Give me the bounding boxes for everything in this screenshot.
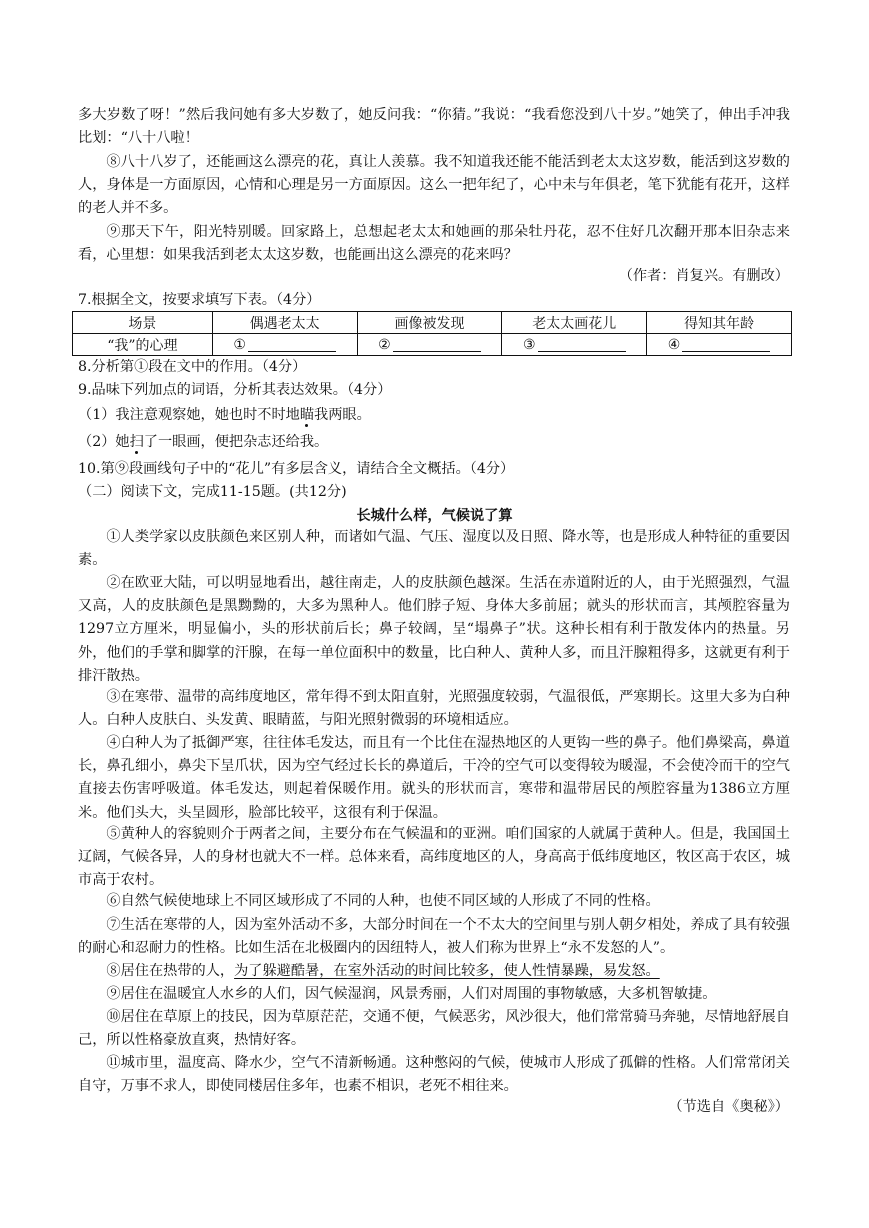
blank-marker: ③: [522, 336, 536, 353]
article-paragraph-6: ⑥自然气候使地球上不同区域形成了不同的人种，也使不同区域的人形成了不同的性格。: [106, 893, 660, 909]
article-paragraph-5: ⑤黄种人的容貌则介于两者之间，主要分布在气候温和的亚洲。咱们国家的人就属于黄种人。但是，我国国土辽阔，气候各异，人的身材也就大不一样。总体来看，高纬度地区的人，身高高于低纬度地区，牧区高于农区，城市高于农村。: [78, 826, 790, 889]
article-paragraph-10: ⑩居住在草原上的技民，因为草原茫茫，交通不便，气候恶劣，风沙很大，他们常常骑马奔驰，尽情地舒展自己，所以性格豪放直爽，热情好客。: [78, 1009, 790, 1049]
question-7: 7.根据全文，按要求填写下表。（4分）: [78, 292, 321, 308]
section-2-heading: （二）阅读下文，完成11-15题。(共12分): [78, 484, 347, 500]
blank-marker: ④: [667, 336, 681, 353]
table-header-cell: 画像被发现: [357, 312, 502, 334]
article-paragraph-3: ③在寒带、温带的高纬度地区，常年得不到太阳直射，光照强度较弱，气温很低，严寒期长。这里大多为白种人。白种人皮肤白、头发黄、眼睛蓝，与阳光照射微弱的环境相适应。: [78, 689, 790, 729]
table-row: [73, 334, 792, 356]
table-header-cell: 得知其年龄: [647, 312, 792, 334]
article-paragraph-7: ⑦生活在寒带的人，因为室外活动不多，大部分时间在一个不太大的空间里与别人朝夕相处，养成了具有较强的耐心和忍耐力的性格。比如生活在北极圈内的因纽特人，被人们称为世界上“永不发怒的人”。: [78, 917, 790, 957]
paragraph-9: ⑨那天下午，阳光特别暖。回家路上，总想起老太太和她画的那朵牡丹花，忍不住好几次翻开那本旧杂志来看，心里想：如果我活到老太太这岁数，也能画出这么漂亮的花来吗？: [78, 224, 790, 264]
source-credit: （节选自《奥秘》）: [668, 1099, 789, 1115]
answer-cell[interactable]: [647, 334, 792, 356]
answer-blank[interactable]: [248, 337, 336, 352]
blank-marker: ②: [378, 336, 391, 353]
dotted-word: 瞄: [299, 407, 315, 423]
answer-blank[interactable]: [682, 337, 770, 352]
question-9-item-1: （1）我注意观察她，她也时不时地瞄我两眼。: [78, 407, 371, 423]
article-paragraph-2: ②在欧亚大陆，可以明显地看出，越往南走，人的皮肤颜色越深。生活在赤道附近的人，由于光照强烈，气温又高，人的皮肤颜色是黑黝黝的，大多为黑种人。他们脖子短、身体大多前屈；就头的形状而言，其颅腔容量为1297立方厘米，明显偏小，头的形状前后长；鼻子较阔，呈“塌鼻子”状。这种长相有利于散发体内的热量。另外，他们的手掌和脚掌的汗腺，在每一单位面积中的数量，比白种人、黄种人多，而且汗腺粗得多，这就更有利于排汗散热。: [78, 575, 790, 684]
answer-cell[interactable]: [212, 334, 357, 356]
table-header-row: [73, 312, 792, 334]
question-9-item-2: （2）她扫了一眼画，便把杂志还给我。: [78, 434, 329, 450]
table-header-cell: 场景: [73, 312, 213, 334]
article-paragraph-4: ④白种人为了抵御严寒，往往体毛发达，而且有一个比住在湿热地区的人更钩一些的鼻子。他们鼻梁高，鼻道长，鼻孔细小，鼻尖下呈爪状，因为空气经过长长的鼻道后，干冷的空气可以变得较为暖湿，不会使冷而干的空气直接去伤害呼吸道。体毛发达，则起着保暖作用。就头的形状而言，寒带和温带居民的颅腔容量为1386立方厘米。他们头大，头呈圆形，脸部比较平，这很有利于保温。: [78, 735, 790, 821]
article-paragraph-1: ①人类学家以皮肤颜色来区别人种，而诸如气温、气压、湿度以及日照、降水等，也是形成人种特征的重要因素。: [78, 529, 790, 569]
article-paragraph-8: ⑧居住在热带的人，为了躲避酷暑，在室外活动的时间比较多，使人性情暴躁，易发怒。: [106, 963, 660, 979]
table-header-cell: 偶遇老太太: [212, 312, 357, 334]
question-9: 9.品味下列加点的词语，分析其表达效果。（4分）: [78, 382, 392, 398]
article-title: 长城什么样，气候说了算: [356, 508, 513, 524]
table-header-cell: 老太太画花儿: [502, 312, 647, 334]
answer-blank[interactable]: [538, 337, 626, 352]
answer-blank[interactable]: [393, 337, 481, 352]
blank-marker: ①: [233, 336, 246, 353]
paragraph-continuation: 多大岁数了呀！”然后我问她有多大岁数了，她反问我：“你猜。”我说：“我看您没到八十岁。”她笑了，伸出手冲我比划：“八十八啦！: [78, 107, 790, 147]
answer-cell[interactable]: [502, 334, 647, 356]
author-credit: （作者：肖复兴。有删改）: [618, 268, 789, 284]
answer-cell[interactable]: [357, 334, 502, 356]
answer-table: [72, 311, 792, 356]
table-row-label: “我”的心理: [73, 334, 213, 356]
underlined-sentence: 为了躲避酷暑，在室外活动的时间比较多，使人性情暴躁，易发怒。: [234, 963, 660, 979]
paragraph-8: ⑧八十八岁了，还能画这么漂亮的花，真让人羡慕。我不知道我还能不能活到老太太这岁数，能活到这岁数的人，身体是一方面原因，心情和心理是另一方面原因。这么一把年纪了，心中未与年俱老，笔下犹能有花开，这样的老人并不多。: [78, 154, 790, 217]
dotted-word: 扫: [129, 434, 144, 450]
article-paragraph-9: ⑨居住在温暖宜人水乡的人们，因气候湿润，风景秀丽，人们对周围的事物敏感，大多机智敏捷。: [106, 986, 717, 1002]
question-8: 8.分析第①段在文中的作用。（4分）: [78, 359, 307, 375]
question-10: 10.第⑨段画线句子中的“花儿”有多层含义，请结合全文概括。（4分）: [78, 461, 515, 477]
article-paragraph-11: ⑪城市里，温度高、降水少，空气不清新畅通。这种憋闷的气候，使城市人形成了孤僻的性格。人们常常闭关自守，万事不求人，即使同楼居住多年，也素不相识，老死不相往来。: [78, 1055, 790, 1095]
